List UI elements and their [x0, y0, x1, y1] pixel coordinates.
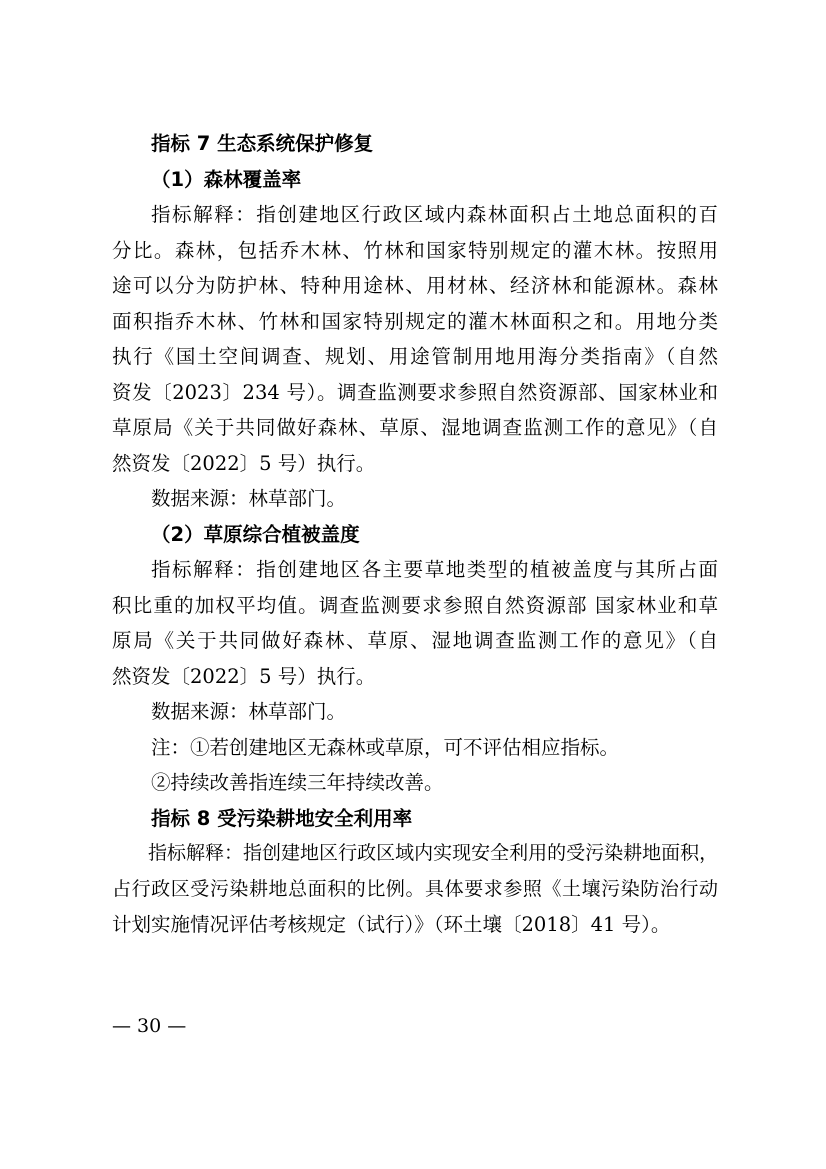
paragraph-line: 面积指乔木林、竹林和国家特别规定的灌木林面积之和。用地分类	[112, 309, 718, 333]
paragraph-line: 途可以分为防护林、特种用途林、用材林、经济林和能源林。森林	[112, 274, 718, 297]
paragraph-line: 占行政区受污染耕地总面积的比例。具体要求参照《土壤污染防治行动	[112, 877, 718, 900]
page-number: — 30 —	[112, 1015, 187, 1037]
note-line: ②持续改善指连续三年持续改善。	[151, 771, 444, 794]
subheading-grassland-cover: （2）草原综合植被盖度	[151, 522, 360, 546]
paragraph-line: 计划实施情况评估考核规定（试行）》（环土壤〔2018〕41 号）。	[112, 913, 671, 936]
subheading-forest-coverage: （1）森林覆盖率	[151, 167, 302, 191]
paragraph-line: 执行《国土空间调查、规划、用途管制用地用海分类指南》（自然	[112, 345, 718, 368]
paragraph-line: 资发〔2023〕234 号）。调查监测要求参照自然资源部、国家林业和	[112, 380, 718, 404]
heading-indicator-8: 指标 8 受污染耕地安全利用率	[151, 806, 413, 830]
paragraph-line: 积比重的加权平均值。调查监测要求参照自然资源部 国家林业和草	[112, 593, 718, 617]
data-source-line: 数据来源：林草部门。	[151, 700, 347, 723]
paragraph-line: 原局《关于共同做好森林、草原、湿地调查监测工作的意见》（自	[112, 629, 718, 652]
paragraph-line: 草原局《关于共同做好森林、草原、湿地调查监测工作的意见》（自	[112, 416, 718, 439]
heading-indicator-7: 指标 7 生态系统保护修复	[151, 132, 374, 155]
paragraph-line: 然资发〔2022〕5 号）执行。	[112, 451, 376, 475]
document-body	[112, 126, 718, 943]
paragraph-line: 指标解释：指创建地区行政区域内森林面积占土地总面积的百	[151, 203, 718, 226]
data-source-line: 数据来源：林草部门。	[151, 487, 347, 510]
paragraph-line: 分比。森林，包括乔木林、竹林和国家特别规定的灌木林。按照用	[112, 238, 718, 262]
paragraph-line: 指标解释：指创建地区行政区域内实现安全利用的受污染耕地面积，	[148, 842, 718, 864]
paragraph-line: 然资发〔2022〕5 号）执行。	[112, 664, 376, 688]
note-line: 注：①若创建地区无森林或草原，可不评估相应指标。	[151, 735, 620, 759]
paragraph-line: 指标解释：指创建地区各主要草地类型的植被盖度与其所占面	[151, 558, 718, 581]
